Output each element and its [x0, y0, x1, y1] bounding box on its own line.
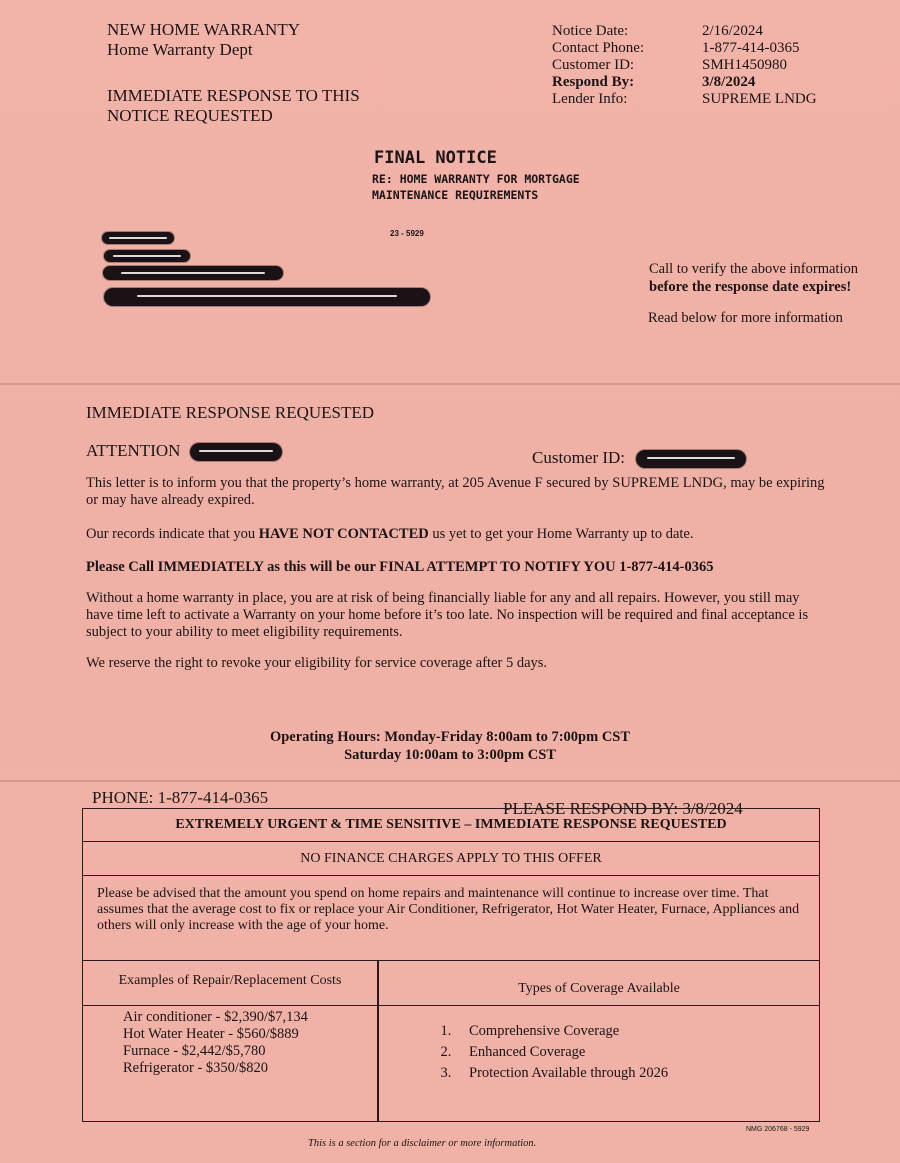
- costs-list: [123, 1009, 308, 1077]
- redacted-address-line-1: [102, 232, 174, 244]
- meta-row: [552, 23, 882, 40]
- section-heading: IMMEDIATE RESPONSE REQUESTED: [86, 403, 375, 422]
- records-text-pre: Our records indicate that you: [86, 526, 259, 542]
- paragraph-records: [86, 526, 826, 543]
- urgent-row: [83, 809, 819, 842]
- cost-item: Air conditioner - $2,390/$7,134: [123, 1009, 308, 1025]
- fold-line-1: [0, 383, 900, 385]
- hours-weekday: Operating Hours: Monday-Friday 8:00am to 7:00pm CST: [269, 729, 631, 745]
- meta-row: [552, 91, 882, 108]
- coverage-column-header: Types of Coverage Available: [518, 981, 680, 996]
- redacted-name: [190, 443, 282, 461]
- read-below: Read below for more information: [648, 310, 843, 326]
- redacted-address-line-3: [103, 266, 283, 280]
- meta-label: Notice Date:: [552, 23, 629, 39]
- urgent-text: EXTREMELY URGENT & TIME SENSITIVE – IMMEDIATE RESPONSE REQUESTED: [175, 817, 727, 832]
- cost-item: Hot Water Heater - $560/$889: [123, 1026, 299, 1042]
- coverage-list: [415, 1021, 668, 1084]
- coverage-item: 1. Comprehensive Coverage: [455, 1021, 668, 1042]
- cost-item: Refrigerator - $350/$820: [123, 1060, 268, 1076]
- paragraph-risk: Without a home warranty in place, you are at risk of being financially liable for any and all repairs. However, you still may have time left to activate a Warranty on your home before it’s too late. No inspection will be required and final acceptance is subject to your ability to meet eligibility requirements.: [86, 590, 809, 640]
- meta-row: [552, 74, 882, 91]
- offer-box: [82, 808, 820, 1122]
- verify-line-1: Call to verify the above information: [649, 261, 858, 277]
- paragraph-intro: This letter is to inform you that the property’s home warranty, at 205 Avenue F secured by SUPREME LNDG, may be expiring or may have already expired.: [86, 475, 825, 508]
- advisory-text: Please be advised that the amount you spend on home repairs and maintenance will continue to increase over time. That assumes that the average cost to fix or replace your Air Conditioner, Refrigerator, Hot Water Heater, Furnace, Appliances and others will only increase with the age of your home.: [97, 886, 800, 933]
- redacted-address-line-4: [104, 288, 430, 306]
- meta-label: Contact Phone:: [552, 40, 645, 56]
- meta-value: SUPREME LNDG: [702, 91, 817, 107]
- redacted-customer-id: [636, 450, 746, 468]
- respond-by-label: PLEASE RESPOND BY: 3/8/2024: [503, 799, 743, 818]
- department-name: Home Warranty Dept: [107, 40, 253, 59]
- paragraph-revoke: We reserve the right to revoke your eligibility for service coverage after 5 days.: [86, 655, 548, 671]
- customer-id-label: Customer ID:: [532, 448, 626, 467]
- meta-label: Customer ID:: [552, 57, 635, 73]
- cost-item: Furnace - $2,442/$5,780: [123, 1043, 266, 1059]
- coverage-item: 2. Enhanced Coverage: [455, 1042, 668, 1063]
- meta-label: Respond By:: [552, 74, 635, 90]
- meta-label: Lender Info:: [552, 91, 628, 107]
- final-notice-title: FINAL NOTICE: [374, 148, 497, 168]
- no-finance-text: NO FINANCE CHARGES APPLY TO THIS OFFER: [300, 850, 602, 866]
- records-text-post: us yet to get your Home Warranty up to date.: [428, 526, 694, 542]
- no-finance-row: [83, 842, 819, 876]
- re-line-1: RE: HOME WARRANTY FOR MORTGAGE: [372, 172, 580, 186]
- nmg-code: NMG 206768 - 5929: [746, 1126, 810, 1133]
- not-contacted-text: HAVE NOT CONTACTED: [258, 526, 429, 542]
- sender-block: [107, 20, 300, 60]
- disclaimer: This is a section for a disclaimer or more information.: [308, 1138, 537, 1149]
- operating-hours: [200, 728, 700, 764]
- attention-label: ATTENTION: [86, 441, 181, 460]
- reference-code: 23 - 5929: [390, 229, 424, 238]
- verify-block: [649, 260, 858, 296]
- advisory-row: [83, 876, 819, 961]
- meta-value: SMH1450980: [702, 57, 788, 73]
- re-line: [372, 171, 580, 203]
- meta-row: [552, 57, 882, 74]
- paragraph-call: Please Call IMMEDIATELY as this will be our FINAL ATTEMPT TO NOTIFY YOU 1-877-414-0365: [86, 559, 714, 575]
- notice-meta: [552, 23, 882, 108]
- table-divider: [377, 961, 379, 1121]
- costs-column-header: Examples of Repair/Replacement Costs: [118, 973, 342, 988]
- meta-value: 3/8/2024: [702, 74, 756, 90]
- verify-line-2: before the response date expires!: [649, 279, 852, 295]
- meta-value: 2/16/2024: [702, 23, 763, 39]
- immediate-response-notice: IMMEDIATE RESPONSE TO THIS NOTICE REQUESTED: [107, 86, 360, 125]
- redacted-address-line-2: [104, 250, 190, 262]
- company-name: NEW HOME WARRANTY: [107, 20, 300, 39]
- fold-line-2: [0, 780, 900, 782]
- phone-label: PHONE: 1-877-414-0365: [92, 788, 269, 807]
- meta-value: 1-877-414-0365: [702, 40, 800, 56]
- table-header-row: [83, 961, 819, 1006]
- re-line-2: MAINTENANCE REQUIREMENTS: [372, 188, 539, 202]
- meta-row: [552, 40, 882, 57]
- hours-saturday: Saturday 10:00am to 3:00pm CST: [344, 747, 556, 763]
- coverage-item: 3. Protection Available through 2026: [455, 1063, 668, 1084]
